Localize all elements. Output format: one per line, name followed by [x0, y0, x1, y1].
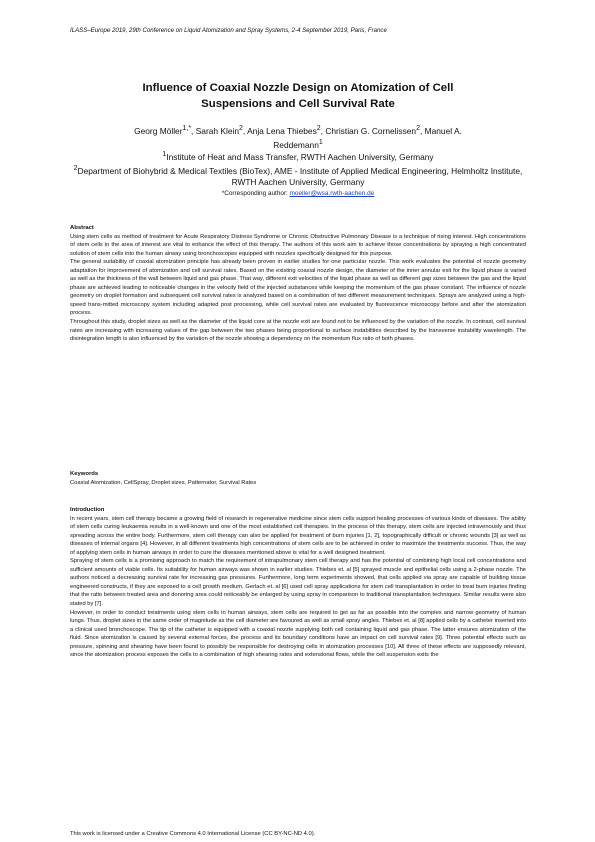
- author-name: Georg Möller: [134, 125, 183, 136]
- affiliation-2: [70, 163, 526, 189]
- abstract-section: [70, 224, 526, 344]
- author-affil-sup: 2: [239, 125, 243, 132]
- affiliations: [70, 149, 526, 189]
- author-name: Reddemann: [273, 140, 319, 151]
- introduction-paragraph: Spraying of stem cells is a promising approach to match the requirement of intrapulmonary stem cell therapy and has the potential of combining high local cell concentrations and sufficient amounts of viable cells. Its suitability for human airways was shown in earlier studies. Thiebes et. al [5] sprayed muscle and epithelial cells using a 2-phase nozzle. The authors noticed a decreasing survival rate for increasing gas pressures. Furthermore, long term experiments showed, that cells applied via spray are capable of building tissue engineered constructs, if they are exposed to a cell growth medium. Gerlach et. al [6] used cell spray applications for stem cell transplantation in order to treat burn injuries finding that the ratio between treated area and donoring area could noticeably be enlarged by using spray in comparison to traditional transplantation techniques. Similar results were also stated by [7].: [70, 558, 526, 608]
- introduction-paragraph: In recent years, stem cell therapy became a growing field of research in regenerative medicine since stem cells support healing processes of various kinds of diseases. The ability of stem cells curing leukaemia results in a well-known and one of the most established cell therapies. In the process of this therapy, stem cells are injected intravenously and thus spreading across the entire body. Furthermore, stem cell therapy can also be applied for treatment of burn injuries [1, 2], topographically difficult or chronic wounds [3] as well as diseases of internal organs [4]. However, in all different treatments high concentrations of stem cells are to be achieved in order to maximize the treatments success. Thus, the way of applying stem cells in human airways in order to cure the diseases mentioned above is vital for a well designed treatment.: [70, 515, 526, 556]
- keywords-section: [70, 470, 526, 487]
- author-list: [70, 123, 526, 152]
- title-line-2: Suspensions and Cell Survival Rate: [201, 97, 395, 110]
- abstract-heading: Abstract: [70, 225, 94, 231]
- introduction-section: [70, 506, 526, 660]
- introduction-paragraph: However, in order to conduct treatments using stem cells in human airways, stem cells are required to get as far as possible into the complex and narrow geometry of human lungs. Thus, droplet sizes in the same order of magnitude as the cell diameter are favoured as well as small spray angles. Thiebes et. al [8] applied cells by a catheter inserted into a clinical used bronchoscope. The tip of the catheter is equipped with a coaxial nozzle supplying both cell containing liquid and gas phase. The latter ensures atomization of the fluid. Since atomization is caused by several external forces, the process and its boundary conditions have an impact on cell survival rates [9]. Three potential effects such as pressure, spinning and shearing have been found to possibly be responsible for destroying cells in atomization processes [10]. All three of these effects are supposedly relevant, since the atomization process exposes the cells to a combination of high shearing rates and extensional flows, while the cell suspension exits the: [70, 609, 526, 659]
- introduction-heading: Introduction: [70, 507, 105, 513]
- authors-line-1: [70, 123, 526, 137]
- corresponding-email-link[interactable]: moeller@wsa.rwth-aachen.de: [289, 190, 375, 197]
- author-name: , Anja Lena Thiebes: [242, 125, 317, 136]
- title-line-1: Influence of Coaxial Nozzle Design on Atomization of Cell: [142, 82, 454, 94]
- corresponding-label: *Corresponding author:: [221, 190, 290, 197]
- abstract-paragraph: Throughout this study, droplet sizes as well as the diameter of the liquid core at the nozzle exit are found not to be influenced by the variation of the nozzle. In contrast, cell survival rates are increasing with increasing values of the gap between the two phases being proportional to surface instabilities described by the transverse instability wavelength. The disintegration length is also influenced by the variation of the nozzle showing a dependency on the momentum flux ratio of both phases.: [70, 319, 526, 343]
- affiliation-text: Institute of Heat and Mass Transfer, RWTH Aachen University, Germany: [166, 151, 434, 162]
- author-affil-sup: 1,*: [182, 125, 192, 132]
- author-name: , Manuel A.: [419, 125, 462, 136]
- affiliation-sup: 2: [73, 165, 78, 173]
- keywords-heading: Keywords: [70, 471, 99, 477]
- abstract-paragraph: The general suitability of coaxial atomization principle has already been proven in earlier studies for one particular nozzle. This work evaluates the potential of nozzle geometry adaptation for improvement of atomization and cell survival rates. Based on the existing coaxial nozzle design, the diameter of the inner annular exit for the liquid phase is varied as well as the thickness of the wall between liquid and gas phase. That way, different exit velocities of the liquid phase as well as different gap sizes between the gas and the liquid phase are achieved leading to noticeable changes in the velocity field of the injected substances while keeping the momentum of the gas phase constant. The influence of nozzle geometry on droplet formation and subsequent cell survival rates is analyzed based on a combination of two different measurement techniques. Sprays are analyzed using a high-speed trans-mitted microscopy system including adapted post processing, while cell survival rates are evaluated by fluorescence microscopy before and after the atomization process.: [70, 259, 526, 317]
- author-name: , Christian G. Cornelissen: [320, 125, 417, 136]
- paper-title: [70, 81, 526, 112]
- author-name: , Sarah Klein: [191, 125, 239, 136]
- affiliation-1: [70, 149, 526, 163]
- running-header: ILASS–Europe 2019, 29th Conference on Liquid Atomization and Spray Systems, 2-4 September 2019, Paris, France: [70, 27, 387, 34]
- corresponding-author: [70, 190, 526, 197]
- author-affil-sup: 2: [416, 125, 420, 132]
- author-affil-sup: 1: [318, 139, 323, 147]
- abstract-paragraph: Using stem cells as method of treatment for Acute Respiratory Distress Syndrome or Chronic Obstructive Pulmonary Disease is a technique of rising interest. High concentrations of stem cells in the area of interest are vital to enhance the effect of this therapy. The authors of this work aim to achieve those concentrations by spraying a high concentrated solution of stem cells into the human airway using bronchoscopes equipped with nozzles specifically designed for this purpose.: [70, 233, 526, 257]
- keywords-list: Coaxial Atomization, CellSpray, Droplet sizes, Patternator, Survival Rates: [70, 479, 257, 486]
- affiliation-text: Department of Biohybrid & Medical Textiles (BioTex), AME - Institute of Applied Medical Engineering, Helmholtz Institute, RWTH Aachen University, Germany: [77, 166, 523, 188]
- affiliation-sup: 1: [162, 151, 167, 158]
- license-footer: This work is licensed under a Creative Commons 4.0 International License (CC BY-NC-ND 4.0).: [70, 831, 316, 837]
- author-affil-sup: 2: [316, 125, 321, 132]
